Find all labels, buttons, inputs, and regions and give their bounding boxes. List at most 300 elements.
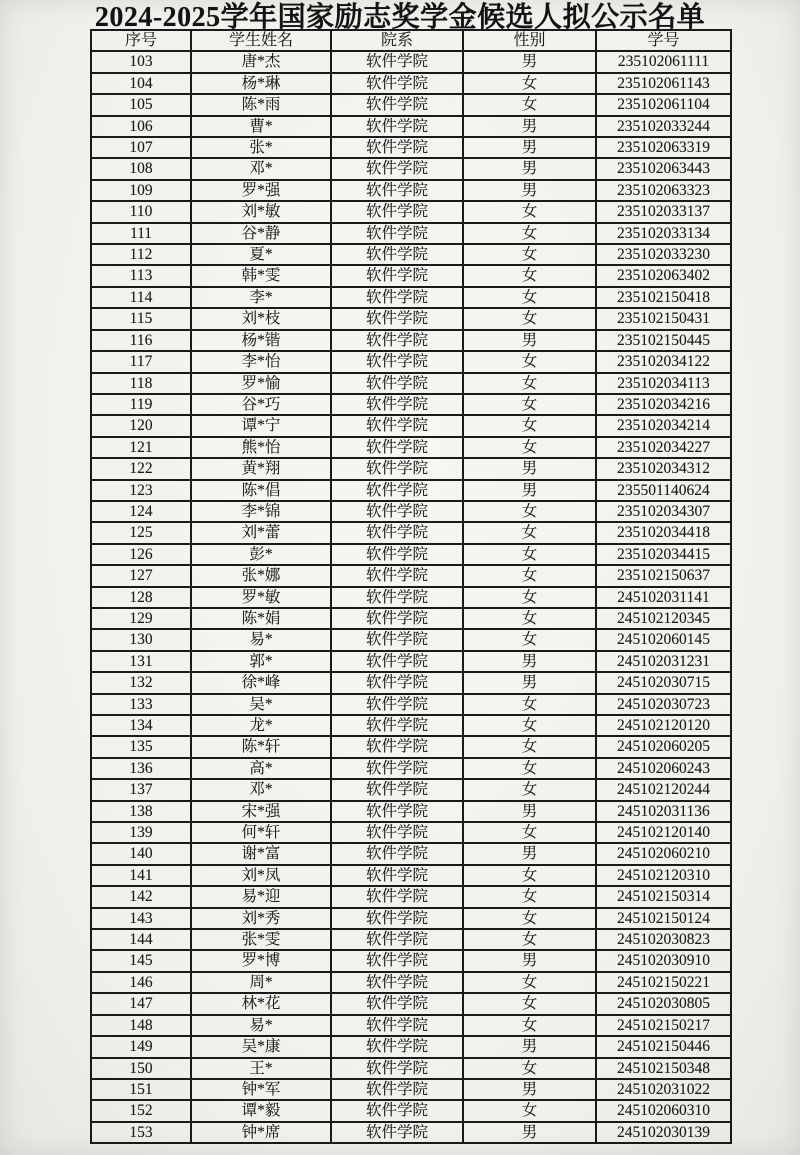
table-row [91, 351, 731, 372]
cell-department: 软件学院 [331, 437, 463, 458]
cell-student-name: 黄*翔 [191, 458, 331, 479]
cell-student-name: 罗*强 [191, 180, 331, 201]
cell-student-name: 刘*秀 [191, 908, 331, 929]
cell-index: 110 [91, 201, 191, 222]
cell-student-name: 谷*巧 [191, 394, 331, 415]
cell-department: 软件学院 [331, 201, 463, 222]
cell-department: 软件学院 [331, 694, 463, 715]
cell-student-name: 谭*毅 [191, 1100, 331, 1121]
cell-department: 软件学院 [331, 265, 463, 286]
cell-student-name: 李*锦 [191, 501, 331, 522]
table-row [91, 651, 731, 672]
page-title: 2024-2025学年国家励志奖学金候选人拟公示名单 [94, 2, 706, 33]
cell-index: 125 [91, 522, 191, 543]
header-row [91, 30, 731, 51]
candidate-roster-table [90, 29, 732, 1144]
table-row [91, 180, 731, 201]
cell-department: 软件学院 [331, 565, 463, 586]
cell-index: 152 [91, 1100, 191, 1121]
cell-index: 113 [91, 265, 191, 286]
cell-gender: 女 [463, 522, 596, 543]
table-row [91, 137, 731, 158]
cell-student-id: 245102120120 [596, 715, 731, 736]
cell-department: 软件学院 [331, 779, 463, 800]
cell-student-name: 高* [191, 758, 331, 779]
table-row [91, 373, 731, 394]
cell-department: 软件学院 [331, 158, 463, 179]
cell-student-name: 陈*轩 [191, 736, 331, 757]
cell-gender: 女 [463, 287, 596, 308]
cell-index: 145 [91, 950, 191, 971]
cell-department: 软件学院 [331, 865, 463, 886]
cell-index: 134 [91, 715, 191, 736]
cell-index: 117 [91, 351, 191, 372]
cell-gender: 女 [463, 244, 596, 265]
cell-student-id: 235102063323 [596, 180, 731, 201]
cell-student-id: 235102034216 [596, 394, 731, 415]
cell-department: 软件学院 [331, 501, 463, 522]
table-row [91, 1058, 731, 1079]
cell-student-id: 245102120310 [596, 865, 731, 886]
cell-index: 135 [91, 736, 191, 757]
cell-department: 软件学院 [331, 1015, 463, 1036]
cell-student-id: 245102030139 [596, 1122, 731, 1143]
cell-gender: 女 [463, 1100, 596, 1121]
cell-index: 121 [91, 437, 191, 458]
cell-department: 软件学院 [331, 180, 463, 201]
cell-gender: 女 [463, 1058, 596, 1079]
cell-gender: 女 [463, 629, 596, 650]
cell-department: 软件学院 [331, 94, 463, 115]
table-row [91, 629, 731, 650]
cell-gender: 女 [463, 758, 596, 779]
cell-index: 147 [91, 993, 191, 1014]
cell-student-name: 唐*杰 [191, 51, 331, 72]
table-row [91, 223, 731, 244]
col-header-index: 序号 [91, 30, 191, 51]
cell-department: 软件学院 [331, 950, 463, 971]
cell-index: 104 [91, 73, 191, 94]
cell-index: 132 [91, 672, 191, 693]
cell-department: 软件学院 [331, 929, 463, 950]
cell-department: 软件学院 [331, 801, 463, 822]
cell-gender: 男 [463, 1122, 596, 1143]
cell-student-id: 245102030715 [596, 672, 731, 693]
cell-gender: 女 [463, 351, 596, 372]
cell-department: 软件学院 [331, 394, 463, 415]
cell-student-name: 邓* [191, 779, 331, 800]
cell-student-id: 235102034227 [596, 437, 731, 458]
cell-student-id: 235102033230 [596, 244, 731, 265]
cell-department: 软件学院 [331, 458, 463, 479]
cell-index: 118 [91, 373, 191, 394]
cell-student-id: 245102060205 [596, 736, 731, 757]
cell-student-id: 235102034214 [596, 415, 731, 436]
cell-gender: 女 [463, 993, 596, 1014]
cell-department: 软件学院 [331, 1058, 463, 1079]
table-row [91, 587, 731, 608]
cell-student-name: 谢*富 [191, 843, 331, 864]
cell-gender: 男 [463, 651, 596, 672]
table-row [91, 758, 731, 779]
cell-student-name: 夏* [191, 244, 331, 265]
cell-student-name: 罗*博 [191, 950, 331, 971]
table-row [91, 950, 731, 971]
cell-department: 软件学院 [331, 886, 463, 907]
table-row [91, 116, 731, 137]
cell-student-id: 235102150418 [596, 287, 731, 308]
cell-gender: 男 [463, 801, 596, 822]
cell-department: 软件学院 [331, 373, 463, 394]
cell-department: 软件学院 [331, 736, 463, 757]
cell-department: 软件学院 [331, 351, 463, 372]
cell-index: 133 [91, 694, 191, 715]
cell-student-name: 林*花 [191, 993, 331, 1014]
cell-index: 123 [91, 480, 191, 501]
cell-department: 软件学院 [331, 993, 463, 1014]
cell-student-id: 235102063402 [596, 265, 731, 286]
cell-index: 130 [91, 629, 191, 650]
cell-gender: 女 [463, 972, 596, 993]
table-row [91, 201, 731, 222]
table-row [91, 51, 731, 72]
cell-index: 114 [91, 287, 191, 308]
cell-student-id: 245102150124 [596, 908, 731, 929]
cell-index: 140 [91, 843, 191, 864]
cell-department: 软件学院 [331, 244, 463, 265]
cell-student-name: 熊*怡 [191, 437, 331, 458]
cell-student-name: 陈*雨 [191, 94, 331, 115]
cell-student-name: 王* [191, 1058, 331, 1079]
cell-gender: 女 [463, 437, 596, 458]
table-row [91, 694, 731, 715]
cell-gender: 女 [463, 373, 596, 394]
col-header-student-id: 学号 [596, 30, 731, 51]
col-header-student-name: 学生姓名 [191, 30, 331, 51]
cell-department: 软件学院 [331, 672, 463, 693]
cell-student-name: 郭* [191, 651, 331, 672]
cell-student-name: 何*轩 [191, 822, 331, 843]
cell-student-name: 钟*军 [191, 1079, 331, 1100]
cell-student-name: 李*怡 [191, 351, 331, 372]
cell-gender: 女 [463, 608, 596, 629]
cell-student-name: 刘*敏 [191, 201, 331, 222]
cell-department: 软件学院 [331, 822, 463, 843]
cell-student-id: 245102120140 [596, 822, 731, 843]
cell-student-id: 235102061111 [596, 51, 731, 72]
cell-gender: 女 [463, 308, 596, 329]
table-row [91, 522, 731, 543]
cell-index: 146 [91, 972, 191, 993]
cell-student-id: 245102060145 [596, 629, 731, 650]
cell-student-id: 235102063443 [596, 158, 731, 179]
cell-gender: 女 [463, 715, 596, 736]
table-row [91, 94, 731, 115]
cell-gender: 女 [463, 415, 596, 436]
table-row [91, 501, 731, 522]
table-row [91, 865, 731, 886]
cell-index: 119 [91, 394, 191, 415]
cell-gender: 男 [463, 137, 596, 158]
cell-index: 115 [91, 308, 191, 329]
cell-gender: 女 [463, 94, 596, 115]
cell-index: 120 [91, 415, 191, 436]
cell-student-name: 吴* [191, 694, 331, 715]
cell-department: 软件学院 [331, 587, 463, 608]
cell-gender: 女 [463, 929, 596, 950]
cell-student-id: 245102030910 [596, 950, 731, 971]
cell-gender: 女 [463, 822, 596, 843]
cell-gender: 男 [463, 950, 596, 971]
table-row [91, 1015, 731, 1036]
cell-student-id: 235102033134 [596, 223, 731, 244]
cell-student-id: 245102031022 [596, 1079, 731, 1100]
cell-student-id: 235102034113 [596, 373, 731, 394]
cell-department: 软件学院 [331, 544, 463, 565]
cell-gender: 女 [463, 544, 596, 565]
cell-student-id: 245102120244 [596, 779, 731, 800]
cell-student-name: 韩*雯 [191, 265, 331, 286]
cell-student-name: 刘*凤 [191, 865, 331, 886]
cell-student-id: 245102060243 [596, 758, 731, 779]
table-row [91, 437, 731, 458]
cell-student-name: 杨*琳 [191, 73, 331, 94]
cell-student-name: 张* [191, 137, 331, 158]
cell-student-id: 245102150348 [596, 1058, 731, 1079]
cell-index: 122 [91, 458, 191, 479]
cell-student-name: 张*雯 [191, 929, 331, 950]
table-row [91, 330, 731, 351]
cell-gender: 男 [463, 158, 596, 179]
table-row [91, 1122, 731, 1143]
table-row [91, 544, 731, 565]
cell-gender: 女 [463, 587, 596, 608]
cell-index: 107 [91, 137, 191, 158]
table-row [91, 73, 731, 94]
cell-department: 软件学院 [331, 480, 463, 501]
cell-index: 128 [91, 587, 191, 608]
cell-department: 软件学院 [331, 1036, 463, 1057]
cell-index: 127 [91, 565, 191, 586]
cell-index: 144 [91, 929, 191, 950]
cell-department: 软件学院 [331, 715, 463, 736]
cell-student-name: 谷*静 [191, 223, 331, 244]
table-row [91, 458, 731, 479]
cell-student-name: 易* [191, 1015, 331, 1036]
cell-department: 软件学院 [331, 415, 463, 436]
cell-gender: 女 [463, 865, 596, 886]
table-row [91, 244, 731, 265]
cell-gender: 男 [463, 458, 596, 479]
table-row [91, 672, 731, 693]
cell-gender: 男 [463, 480, 596, 501]
table-row [91, 308, 731, 329]
cell-department: 软件学院 [331, 287, 463, 308]
table-row [91, 1100, 731, 1121]
table-row [91, 394, 731, 415]
table-row [91, 929, 731, 950]
cell-gender: 男 [463, 1079, 596, 1100]
cell-student-id: 235102063319 [596, 137, 731, 158]
cell-student-name: 杨*锴 [191, 330, 331, 351]
cell-gender: 男 [463, 843, 596, 864]
cell-student-id: 235102150431 [596, 308, 731, 329]
cell-student-id: 245102150314 [596, 886, 731, 907]
cell-student-name: 曹* [191, 116, 331, 137]
cell-student-name: 周* [191, 972, 331, 993]
cell-gender: 女 [463, 1015, 596, 1036]
cell-gender: 女 [463, 736, 596, 757]
table-row [91, 1079, 731, 1100]
table-row [91, 801, 731, 822]
cell-index: 138 [91, 801, 191, 822]
table-row [91, 287, 731, 308]
table-row [91, 158, 731, 179]
cell-gender: 女 [463, 201, 596, 222]
cell-index: 136 [91, 758, 191, 779]
table-row [91, 480, 731, 501]
cell-student-name: 刘*蕾 [191, 522, 331, 543]
table-row [91, 415, 731, 436]
cell-gender: 女 [463, 908, 596, 929]
table-row [91, 843, 731, 864]
cell-student-id: 235102034312 [596, 458, 731, 479]
cell-student-id: 245102030723 [596, 694, 731, 715]
cell-student-id: 235102033244 [596, 116, 731, 137]
cell-department: 软件学院 [331, 972, 463, 993]
cell-department: 软件学院 [331, 308, 463, 329]
cell-student-name: 罗*愉 [191, 373, 331, 394]
cell-gender: 男 [463, 1036, 596, 1057]
cell-student-name: 徐*峰 [191, 672, 331, 693]
cell-gender: 男 [463, 330, 596, 351]
cell-student-id: 245102030805 [596, 993, 731, 1014]
cell-student-name: 宋*强 [191, 801, 331, 822]
cell-student-name: 罗*敏 [191, 587, 331, 608]
cell-student-id: 235501140624 [596, 480, 731, 501]
cell-student-id: 245102031136 [596, 801, 731, 822]
cell-index: 142 [91, 886, 191, 907]
col-header-gender: 性别 [463, 30, 596, 51]
cell-index: 108 [91, 158, 191, 179]
cell-index: 149 [91, 1036, 191, 1057]
cell-student-id: 245102060310 [596, 1100, 731, 1121]
cell-department: 软件学院 [331, 1079, 463, 1100]
cell-gender: 女 [463, 565, 596, 586]
cell-index: 153 [91, 1122, 191, 1143]
cell-student-id: 235102150637 [596, 565, 731, 586]
cell-gender: 男 [463, 51, 596, 72]
cell-student-id: 235102034418 [596, 522, 731, 543]
cell-index: 126 [91, 544, 191, 565]
cell-department: 软件学院 [331, 908, 463, 929]
cell-department: 软件学院 [331, 629, 463, 650]
cell-index: 150 [91, 1058, 191, 1079]
cell-gender: 女 [463, 223, 596, 244]
table-row [91, 886, 731, 907]
cell-index: 151 [91, 1079, 191, 1100]
cell-index: 109 [91, 180, 191, 201]
cell-student-id: 245102120345 [596, 608, 731, 629]
cell-student-name: 钟*席 [191, 1122, 331, 1143]
cell-student-id: 245102150217 [596, 1015, 731, 1036]
cell-student-id: 245102031231 [596, 651, 731, 672]
cell-student-name: 李* [191, 287, 331, 308]
cell-department: 软件学院 [331, 758, 463, 779]
table-row [91, 908, 731, 929]
cell-student-id: 245102030823 [596, 929, 731, 950]
table-row [91, 779, 731, 800]
cell-gender: 女 [463, 394, 596, 415]
cell-student-name: 邓* [191, 158, 331, 179]
cell-index: 139 [91, 822, 191, 843]
cell-index: 141 [91, 865, 191, 886]
cell-student-name: 陈*娟 [191, 608, 331, 629]
table-row [91, 972, 731, 993]
cell-student-name: 彭* [191, 544, 331, 565]
cell-gender: 女 [463, 694, 596, 715]
cell-student-id: 245102150446 [596, 1036, 731, 1057]
cell-index: 137 [91, 779, 191, 800]
cell-student-name: 陈*倡 [191, 480, 331, 501]
cell-department: 软件学院 [331, 608, 463, 629]
table-row [91, 993, 731, 1014]
cell-index: 111 [91, 223, 191, 244]
table-row [91, 822, 731, 843]
cell-department: 软件学院 [331, 1122, 463, 1143]
table-row [91, 565, 731, 586]
cell-student-name: 刘*枝 [191, 308, 331, 329]
cell-index: 103 [91, 51, 191, 72]
table-row [91, 608, 731, 629]
cell-gender: 女 [463, 886, 596, 907]
cell-student-name: 谭*宁 [191, 415, 331, 436]
cell-student-id: 235102034307 [596, 501, 731, 522]
cell-index: 112 [91, 244, 191, 265]
cell-gender: 男 [463, 116, 596, 137]
cell-department: 软件学院 [331, 843, 463, 864]
cell-gender: 女 [463, 73, 596, 94]
cell-index: 131 [91, 651, 191, 672]
cell-gender: 男 [463, 180, 596, 201]
cell-department: 软件学院 [331, 223, 463, 244]
table-row [91, 736, 731, 757]
cell-department: 软件学院 [331, 330, 463, 351]
table-row [91, 715, 731, 736]
cell-department: 软件学院 [331, 73, 463, 94]
cell-student-id: 245102031141 [596, 587, 731, 608]
cell-student-id: 235102034122 [596, 351, 731, 372]
cell-student-name: 龙* [191, 715, 331, 736]
cell-index: 148 [91, 1015, 191, 1036]
cell-department: 软件学院 [331, 522, 463, 543]
cell-department: 软件学院 [331, 1100, 463, 1121]
col-header-department: 院系 [331, 30, 463, 51]
cell-student-id: 245102060210 [596, 843, 731, 864]
table-row [91, 1036, 731, 1057]
cell-index: 116 [91, 330, 191, 351]
cell-department: 软件学院 [331, 51, 463, 72]
cell-gender: 女 [463, 779, 596, 800]
cell-student-id: 235102061143 [596, 73, 731, 94]
cell-student-name: 易* [191, 629, 331, 650]
cell-index: 124 [91, 501, 191, 522]
cell-department: 软件学院 [331, 651, 463, 672]
cell-index: 106 [91, 116, 191, 137]
cell-student-id: 235102061104 [596, 94, 731, 115]
cell-student-id: 245102150221 [596, 972, 731, 993]
cell-student-name: 吴*康 [191, 1036, 331, 1057]
